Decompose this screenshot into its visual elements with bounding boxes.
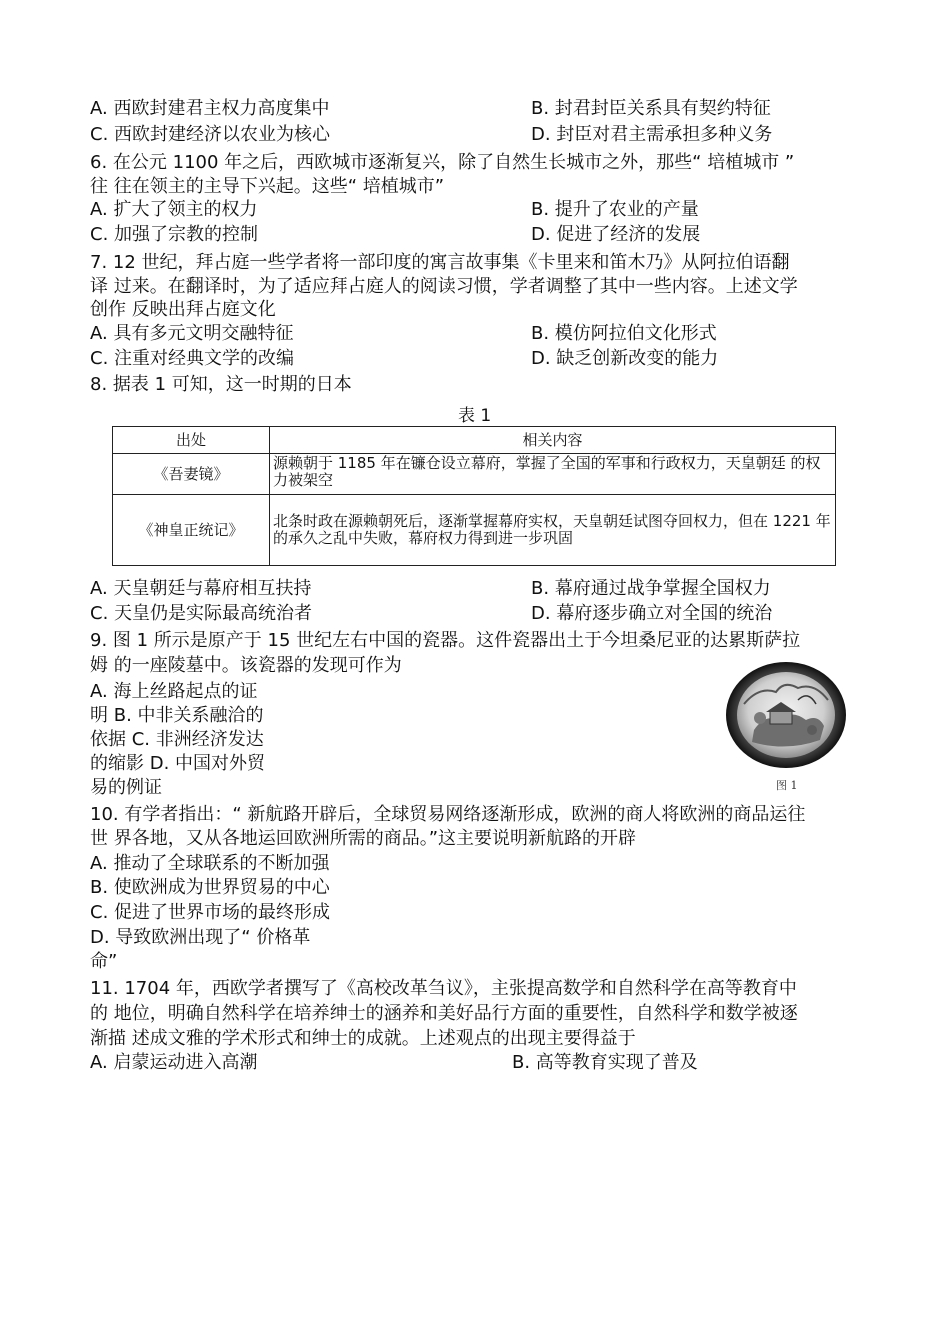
table-header-source: 出处 xyxy=(113,427,270,454)
table-cell-source: 《神皇正统记》 xyxy=(113,495,270,566)
table-cell-source: 《吾妻镜》 xyxy=(113,454,270,495)
q6-option-c: C. 加强了宗教的控制 xyxy=(90,224,259,245)
q7-option-c: C. 注重对经典文学的改编 xyxy=(90,348,295,369)
q5-option-a: A. 西欧封建君主权力高度集中 xyxy=(90,98,330,119)
table-cell-content: 源赖朝于 1185 年在镰仓设立幕府，掌握了全国的军事和行政权力，天皇朝廷 的权力被架空 xyxy=(270,454,836,495)
table-row xyxy=(113,454,836,495)
figure-caption: 图 1 xyxy=(776,779,798,792)
q7-option-d: D. 缺乏创新改变的能力 xyxy=(531,348,719,369)
q11-stem-line-1: 11. 1704 年，西欧学者撰写了《高校改革刍议》，主张提高数学和自然科学在高等教育中 xyxy=(90,978,797,999)
q9-stem-line-1: 9. 图 1 所示是原产于 15 世纪左右中国的瓷器。这件瓷器出土于今坦桑尼亚的达累斯萨拉 xyxy=(90,630,801,651)
q10-option-b: B. 使欧洲成为世界贸易的中心 xyxy=(90,877,330,898)
table-header-content: 相关内容 xyxy=(270,427,836,454)
q5-option-d: D. 封臣对君主需承担多种义务 xyxy=(531,124,773,145)
q8-stem: 8. 据表 1 可知，这一时期的日本 xyxy=(90,374,352,395)
history-table xyxy=(112,426,836,566)
table-cell-content: 北条时政在源赖朝死后，逐渐掌握幕府实权，天皇朝廷试图夺回权力，但在 1221 年的承久之乱中失败，幕府权力得到进一步巩固 xyxy=(270,495,836,566)
q7-stem-line-3: 创作 反映出拜占庭文化 xyxy=(90,299,276,320)
q8-option-c: C. 天皇仍是实际最高统治者 xyxy=(90,603,313,624)
q11-option-a: A. 启蒙运动进入高潮 xyxy=(90,1052,258,1073)
q7-stem-line-2: 译 过来。在翻译时，为了适应拜占庭人的阅读习惯，学者调整了其中一些内容。上述文学 xyxy=(90,276,798,297)
porcelain-figure xyxy=(724,660,848,770)
q9-options-line-3: 依据 C. 非洲经济发达 xyxy=(90,729,264,750)
q8-option-a: A. 天皇朝廷与幕府相互扶持 xyxy=(90,578,312,599)
q7-option-a: A. 具有多元文明交融特征 xyxy=(90,323,294,344)
q6-option-b: B. 提升了农业的产量 xyxy=(531,199,699,220)
q6-option-d: D. 促进了经济的发展 xyxy=(531,224,701,245)
q9-options-line-4: 的缩影 D. 中国对外贸 xyxy=(90,753,266,774)
q11-stem-line-3: 渐描 述成文雅的学术形式和绅士的成就。上述观点的出现主要得益于 xyxy=(90,1028,636,1049)
q5-option-b: B. 封君封臣关系具有契约特征 xyxy=(531,98,771,119)
q11-option-b: B. 高等教育实现了普及 xyxy=(512,1052,698,1073)
table-caption: 表 1 xyxy=(458,406,492,426)
q10-option-d-line-1: D. 导致欧洲出现了“ 价格革 xyxy=(90,927,311,948)
table-row xyxy=(113,495,836,566)
q9-options-line-2: 明 B. 中非关系融洽的 xyxy=(90,705,264,726)
q10-option-a: A. 推动了全球联系的不断加强 xyxy=(90,853,330,874)
q6-option-a: A. 扩大了领主的权力 xyxy=(90,199,258,220)
q10-option-d-line-2: 命” xyxy=(90,951,118,972)
q7-option-b: B. 模仿阿拉伯文化形式 xyxy=(531,323,717,344)
q6-stem-line-2: 往 往在领主的主导下兴起。这些“ 培植城市” xyxy=(90,176,445,197)
q9-options-line-1: A. 海上丝路起点的证 xyxy=(90,681,258,702)
q10-stem-line-2: 世 界各地，又从各地运回欧洲所需的商品。”这主要说明新航路的开辟 xyxy=(90,828,637,849)
q8-option-b: B. 幕府通过战争掌握全国权力 xyxy=(531,578,771,599)
q10-stem-line-1: 10. 有学者指出：“ 新航路开辟后，全球贸易网络逐渐形成，欧洲的商人将欧洲的商品运往 xyxy=(90,804,806,825)
q9-options-line-5: 易的例证 xyxy=(90,777,162,798)
q5-option-c: C. 西欧封建经济以农业为核心 xyxy=(90,124,331,145)
q11-stem-line-2: 的 地位，明确自然科学在培养绅士的涵养和美好品行方面的重要性，自然科学和数学被逐 xyxy=(90,1003,798,1024)
q8-option-d: D. 幕府逐步确立对全国的统治 xyxy=(531,603,773,624)
q7-stem-line-1: 7. 12 世纪，拜占庭一些学者将一部印度的寓言故事集《卡里来和笛木乃》从阿拉伯语翻 xyxy=(90,252,790,273)
table-header-row xyxy=(113,427,836,454)
q6-stem-line-1: 6. 在公元 1100 年之后，西欧城市逐渐复兴，除了自然生长城市之外，那些“ 培植城市 ” xyxy=(90,152,795,173)
q10-option-c: C. 促进了世界市场的最终形成 xyxy=(90,902,331,923)
q9-stem-line-2: 姆 的一座陵墓中。该瓷器的发现可作为 xyxy=(90,655,402,676)
